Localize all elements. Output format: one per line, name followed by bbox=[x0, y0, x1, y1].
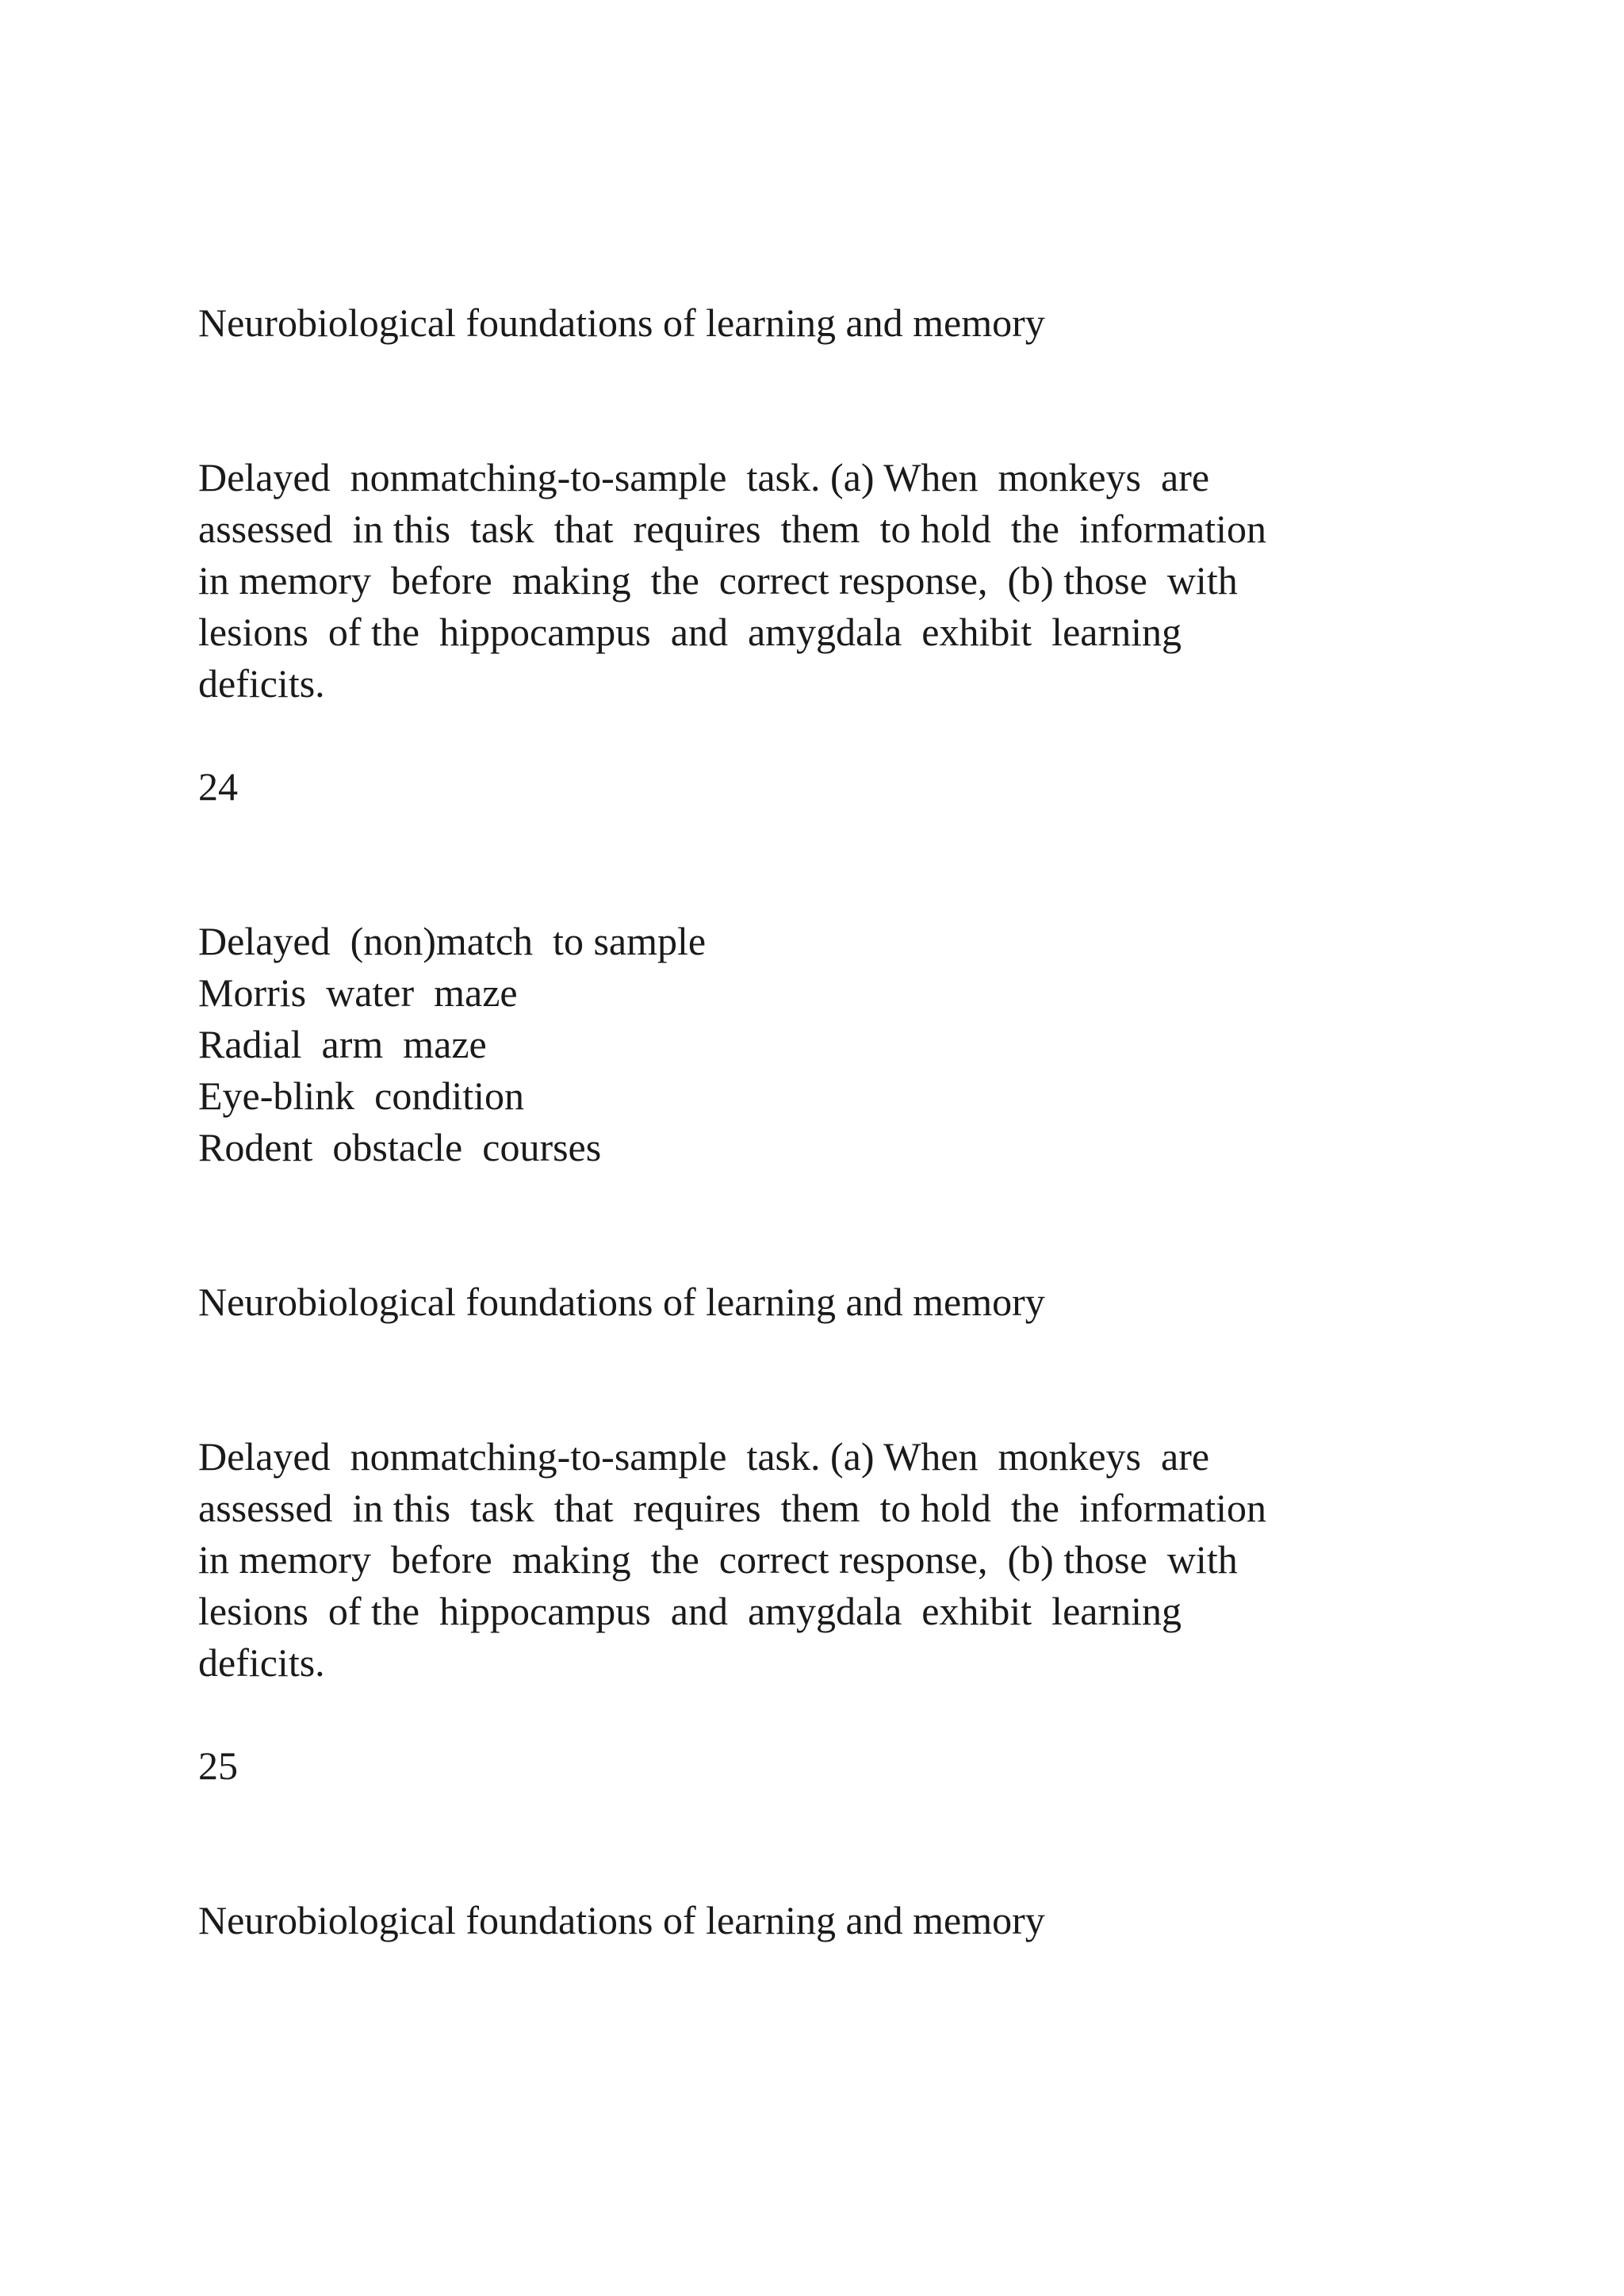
document-page bbox=[198, 297, 1467, 1946]
caption-line: lesions of the hippocampus and amygdala exhibit learning bbox=[198, 1589, 1182, 1633]
list-item: Delayed (non)match to sample bbox=[198, 919, 707, 963]
figure-caption bbox=[198, 452, 1467, 710]
caption-line: Delayed nonmatching-to-sample task. (a) When monkeys are bbox=[198, 455, 1210, 499]
caption-line: assessed in this task that requires them to hold the information bbox=[198, 1486, 1266, 1530]
caption-line: assessed in this task that requires them to hold the information bbox=[198, 507, 1266, 551]
caption-line: Delayed nonmatching-to-sample task. (a) When monkeys are bbox=[198, 1434, 1210, 1479]
list-item: Eye-blink condition bbox=[198, 1073, 525, 1118]
section-heading: Neurobiological foundations of learning and memory bbox=[198, 300, 1045, 345]
list-item: Radial arm maze bbox=[198, 1022, 487, 1066]
section-heading: Neurobiological foundations of learning and memory bbox=[198, 1898, 1045, 1942]
caption-line: in memory before making the correct response, (b) those with bbox=[198, 558, 1238, 603]
caption-line: lesions of the hippocampus and amygdala exhibit learning bbox=[198, 610, 1182, 654]
task-list bbox=[198, 916, 1467, 1173]
figure-caption bbox=[198, 1431, 1467, 1689]
caption-line: deficits. bbox=[198, 661, 325, 706]
caption-line: in memory before making the correct response, (b) those with bbox=[198, 1537, 1238, 1582]
page-number: 25 bbox=[198, 1743, 238, 1788]
list-item: Morris water maze bbox=[198, 970, 518, 1015]
section-heading: Neurobiological foundations of learning and memory bbox=[198, 1280, 1045, 1324]
caption-line: deficits. bbox=[198, 1640, 325, 1685]
list-item: Rodent obstacle courses bbox=[198, 1125, 602, 1169]
page-number: 24 bbox=[198, 764, 238, 809]
